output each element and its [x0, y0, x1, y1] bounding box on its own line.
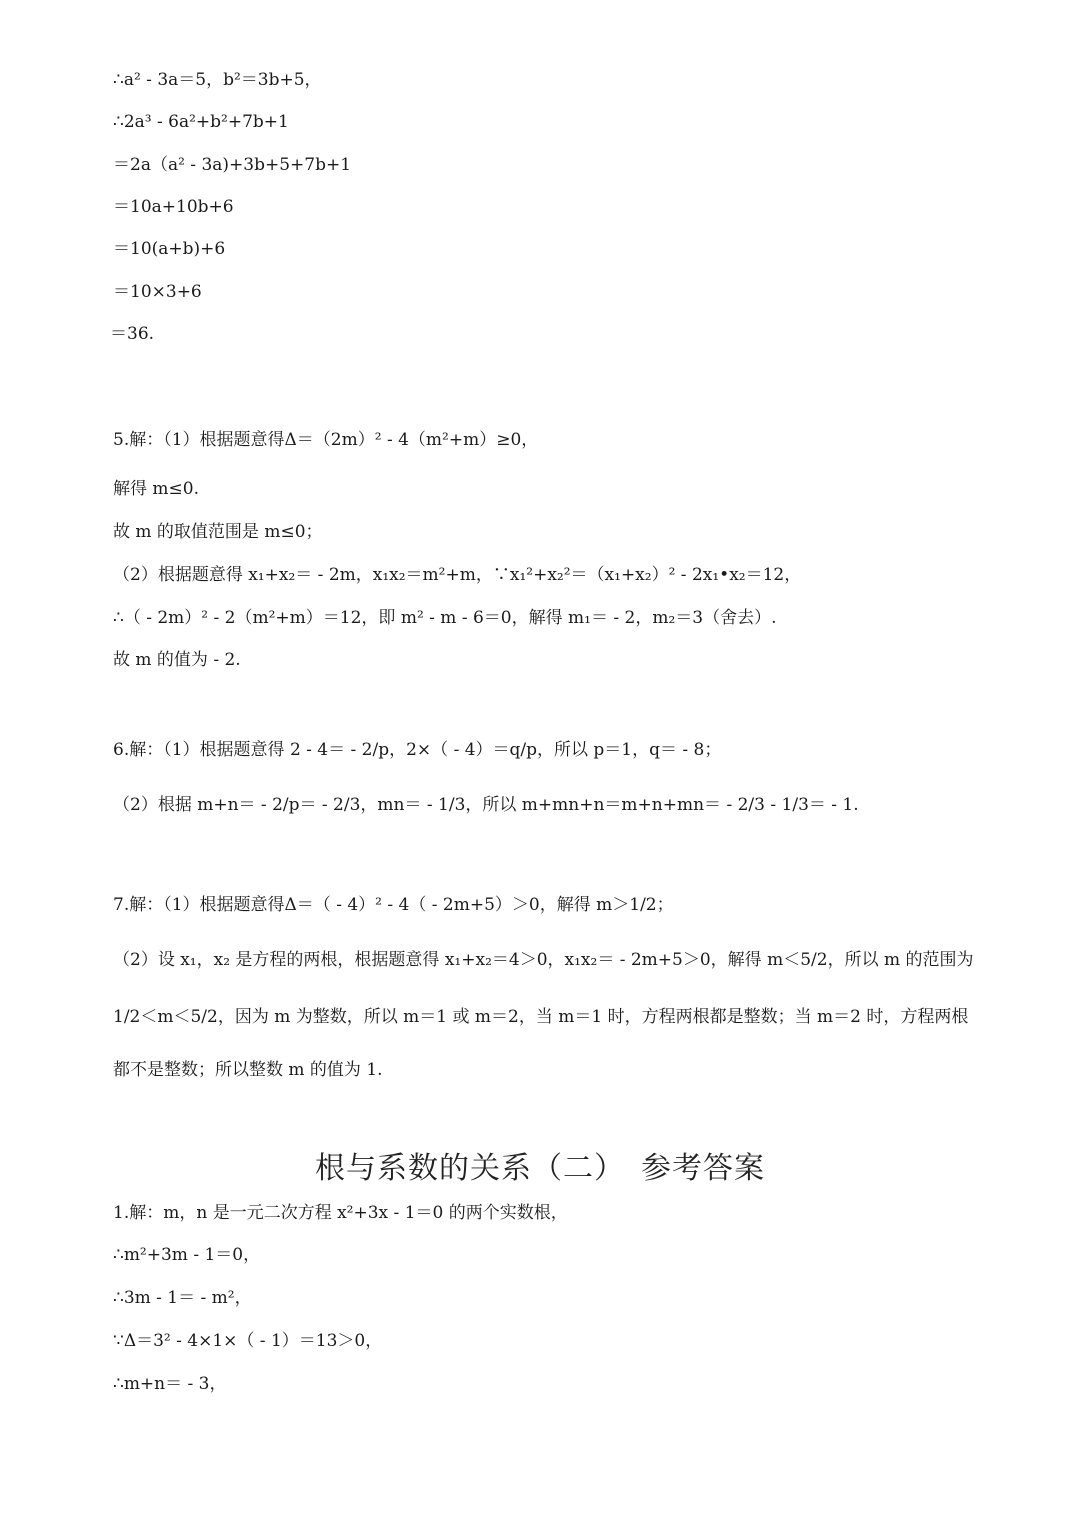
derivation-line-1: ∴a² - 3a＝5，b²＝3b+5，: [113, 70, 322, 90]
derivation-line-7: ＝36.: [110, 324, 155, 344]
q7-line-3: 1/2＜m＜5/2，因为 m 为整数，所以 m＝1 或 m＝2，当 m＝1 时，方程两根都是整数；当 m＝2 时，方程两根: [113, 1007, 969, 1027]
q6-line-2: （2）根据 m+n＝ - 2/p＝ - 2/3，mn＝ - 1/3，所以 m+mn+n＝m+n+mn＝ - 2/3 - 1/3＝ - 1.: [113, 795, 859, 815]
q5-line-3: 故 m 的取值范围是 m≤0；: [113, 522, 323, 542]
s2-line-5: ∴m+n＝ - 3，: [113, 1374, 227, 1394]
s2-line-2: ∴m²+3m - 1＝0，: [113, 1245, 261, 1265]
q6-line-1: 6.解：（1）根据题意得 2 - 4＝ - 2/p，2×（ - 4）＝q/p，所以 p＝1，q＝ - 8；: [113, 740, 722, 760]
q5-line-4: （2）根据题意得 x₁+x₂＝ - 2m，x₁x₂＝m²+m，∵x₁²+x₂²＝（x₁+x₂）² - 2x₁•x₂＝12，: [113, 565, 802, 585]
q5-line-6: 故 m 的值为 - 2.: [113, 650, 241, 670]
derivation-line-2: ∴2a³ - 6a²+b²+7b+1: [113, 112, 289, 132]
derivation-line-6: ＝10×3+6: [113, 282, 202, 302]
s2-line-3: ∴3m - 1＝ - m²，: [113, 1288, 252, 1308]
q7-line-1: 7.解：（1）根据题意得Δ＝（ - 4）² - 4（ - 2m+5）＞0，解得 m＞1/2；: [113, 895, 674, 915]
q7-line-4: 都不是整数；所以整数 m 的值为 1.: [113, 1060, 383, 1080]
q5-line-5: ∴（ - 2m）² - 2（m²+m）＝12，即 m² - m - 6＝0，解得 m₁＝ - 2，m₂＝3（舍去）.: [113, 608, 777, 628]
s2-line-4: ∵Δ＝3² - 4×1×（ - 1）＝13＞0，: [113, 1331, 383, 1351]
section-title: 根与系数的关系（二） 参考答案: [315, 1151, 765, 1186]
s2-line-1: 1.解：m，n 是一元二次方程 x²+3x - 1＝0 的两个实数根，: [113, 1203, 568, 1223]
q5-line-2: 解得 m≤0.: [113, 479, 199, 499]
q7-line-2: （2）设 x₁，x₂ 是方程的两根，根据题意得 x₁+x₂＝4＞0，x₁x₂＝ - 2m+5＞0，解得 m＜5/2，所以 m 的范围为: [113, 950, 974, 970]
q5-line-1: 5.解：（1）根据题意得Δ＝（2m）² - 4（m²+m）≥0，: [113, 430, 539, 450]
derivation-line-3: ＝2a（a² - 3a)+3b+5+7b+1: [113, 155, 352, 175]
derivation-line-4: ＝10a+10b+6: [113, 197, 234, 217]
derivation-line-5: ＝10(a+b)+6: [113, 239, 226, 259]
